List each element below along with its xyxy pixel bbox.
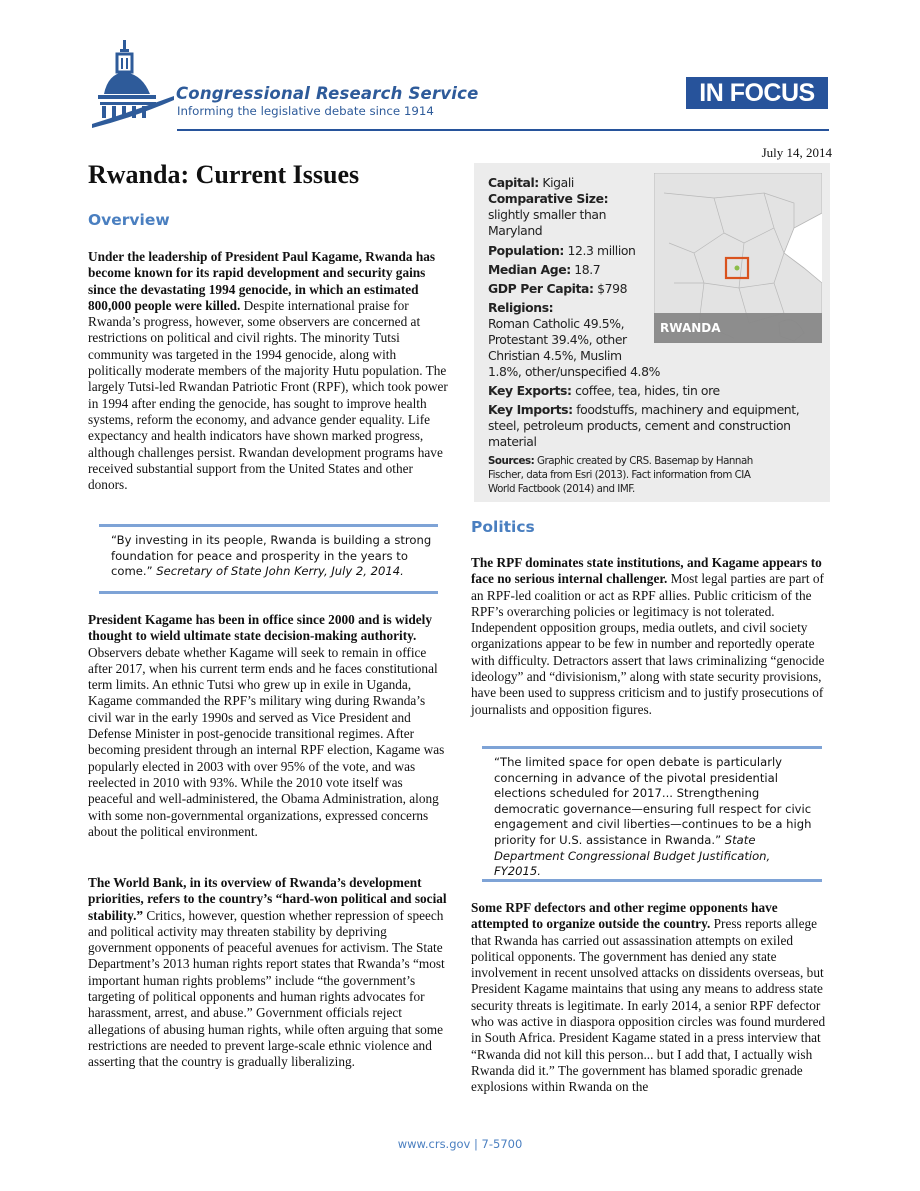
kerry-quote-text: “By investing in its people, Rwanda is building a strong foundation for peace and prosperity in the years to come.” [111, 533, 432, 579]
defectors-paragraph-lead: Some RPF defectors and other regime opponents have attempted to organize outside the country. [471, 900, 778, 932]
fact-imports-line-2: steel, petroleum products, cement and construction [488, 418, 791, 433]
footer-contact: www.crs.gov | 7-5700 [397, 1137, 523, 1151]
org-tagline: Informing the legislative debate since 1914 [177, 104, 434, 118]
kigali-point-icon [735, 266, 740, 271]
crs-logo [90, 36, 174, 128]
politics-paragraph-1 [471, 555, 835, 718]
fact-religions-line-4: 1.8%, other/unspecified 4.8% [488, 364, 660, 379]
state-department-quote-source: State Department Congressional Budget Justification, FY2015. [494, 832, 771, 879]
fact-capital: Capital: Kigali [488, 175, 574, 190]
africa-map [654, 173, 822, 343]
fact-religions: Religions: [488, 300, 554, 315]
header-divider [177, 129, 829, 131]
org-name: Congressional Research Service [176, 84, 479, 103]
world-bank-paragraph-body: Critics, however, question whether repression of speech and political activity may threaten stability by depriving government opponents of peaceful avenues for activism. The State Department’s 2013 human rights report states that Rwanda’s “most important human rights problems” include “the government’s targeting of political opponents and human rights advocates for harassment, arrest, and abuse.” Government officials reject allegations of abusing human rights, while often arguing that some restrictions are needed to prevent large-scale ethnic violence and asserting that the country is gradually liberalizing. [88, 907, 445, 1070]
fact-median-age: Median Age: 18.7 [488, 262, 601, 277]
state-department-quote [482, 746, 822, 882]
politics-paragraph-1-lead: The RPF dominates state institutions, and Kagame appears to face no serious internal challenger. [471, 555, 822, 587]
overview-paragraph-1-lead: Under the leadership of President Paul Kagame, Rwanda has become known for its rapid development and security gains since the devastating 1994 genocide, in which an estimated 800,000 people were killed. [88, 249, 436, 313]
politics-paragraph-1-body: Most legal parties are part of an RPF-led coalition or act as RPF allies. Public criticism of the RPF’s overarching policies or legitimacy is not tolerated. Independent opposition groups, media outlets, and civil society organizations appear to be few in number and reportedly operate with difficulty. Detractors assert that laws criminalizing “genocide ideology” and “divisionism,” along with state security provisions, have been used to suppress criticism and to justify prosecutions of journalists and opposition figures. [471, 571, 825, 717]
fact-population: Population: 12.3 million [488, 243, 636, 258]
fact-size-line-1: slightly smaller than [488, 207, 607, 222]
africa-map-graphic [654, 173, 822, 343]
fact-religions-line-3: Christian 4.5%, Muslim [488, 348, 622, 363]
kerry-quote [99, 524, 438, 594]
in-focus-badge: IN FOCUS [686, 77, 828, 109]
overview-heading: Overview [88, 211, 170, 229]
world-bank-paragraph-lead: The World Bank, in its overview of Rwanda’s development priorities, refers to the country’s “hard-won political and social stability.” [88, 875, 447, 923]
politics-heading: Politics [471, 518, 535, 536]
state-department-quote-text: “The limited space for open debate is particularly concerning in advance of the pivotal presidential elections scheduled for 2017... Strengthening democratic governance—ensuring full respect for civic engagement and civil liberties—continues to be a high priority for U.S. assistance in Rwanda.” [494, 755, 812, 847]
fact-gdp: GDP Per Capita: $798 [488, 281, 628, 296]
defectors-paragraph-body: Press reports allege that Rwanda has carried out assassination attempts on exiled political opponents. The government has denied any state involvement in recent unsolved attacks on dissidents overseas, but President Kagame maintains that using any means to address state security threats is legitimate. In early 2014, a senior RPF defector who was active in diaspora opposition circles was found murdered in South Africa. President Kagame stated in a press interview that “Rwanda did not kill this person... but I add that, I actually wish Rwanda did it.” The government has blamed sporadic grenade explosions within Rwanda on the [471, 916, 826, 1095]
fact-sources: Sources: Graphic created by CRS. Basemap by Hannah [488, 455, 753, 467]
capitol-dome-icon [90, 36, 174, 128]
defectors-paragraph [471, 900, 835, 1096]
page-title: Rwanda: Current Issues [88, 160, 360, 189]
fact-size-line-2: Maryland [488, 223, 543, 238]
kagame-paragraph-body: Observers debate whether Kagame will seek to remain in office after 2017, when his current term ends and he faces constitutional term limits. An ethnic Tutsi who grew up in exile in Uganda, Kagame commanded the RPF’s military wing during Rwanda’s civil war in the early 1990s and served as Vice President and Defense Minister in post-genocide transitional regimes. After becoming president through an internal RPF election, Kagame was popularly elected in 2003 with over 95% of the vote, and was reelected in 2010 with 93%. While the 2010 vote itself was peaceful and well-administered, the Obama Administration, along with some non-governmental organizations, expressed concerns about the political environment. [88, 644, 445, 839]
fact-imports-line-3: material [488, 434, 537, 449]
fact-imports: Key Imports: foodstuffs, machinery and equipment, [488, 402, 800, 417]
fact-religions-line-1: Roman Catholic 49.5%, [488, 316, 625, 331]
fact-exports: Key Exports: coffee, tea, hides, tin ore [488, 383, 720, 398]
overview-paragraph-1 [88, 249, 450, 493]
fact-sources-line-2: Fischer, data from Esri (2013). Fact information from CIA [488, 469, 751, 481]
kagame-paragraph [88, 612, 450, 840]
world-bank-paragraph [88, 875, 450, 1071]
rwanda-fact-box [474, 163, 830, 502]
overview-paragraph-1-body: Despite international praise for Rwanda’s progress, however, some observers are concerned at restrictions on political and civil rights. The minority Tutsi community was targeted in the 1994 genocide, along with politically moderate members of the majority Hutu population. The largely Tutsi-led Rwandan Patriotic Front (RPF), which took power in 1994 after ending the genocide, has sought to improve health systems, reform the economy, and advance gender equality. Life expectancy and health indicators have shown marked progress, although challenges persist. Rwandan development programs have received substantial support from the United States and other donors. [88, 297, 448, 493]
map-label-rwanda: RWANDA [660, 321, 721, 335]
kerry-quote-source: Secretary of State John Kerry, July 2, 2014. [156, 564, 404, 579]
fact-size: Comparative Size: [488, 191, 609, 206]
publication-date: July 14, 2014 [761, 145, 832, 160]
kagame-paragraph-lead: President Kagame has been in office since 2000 and is widely thought to wield ultimate state decision-making authority. [88, 612, 432, 644]
fact-religions-line-2: Protestant 39.4%, other [488, 332, 627, 347]
fact-sources-line-3: World Factbook (2014) and IMF. [488, 483, 635, 495]
